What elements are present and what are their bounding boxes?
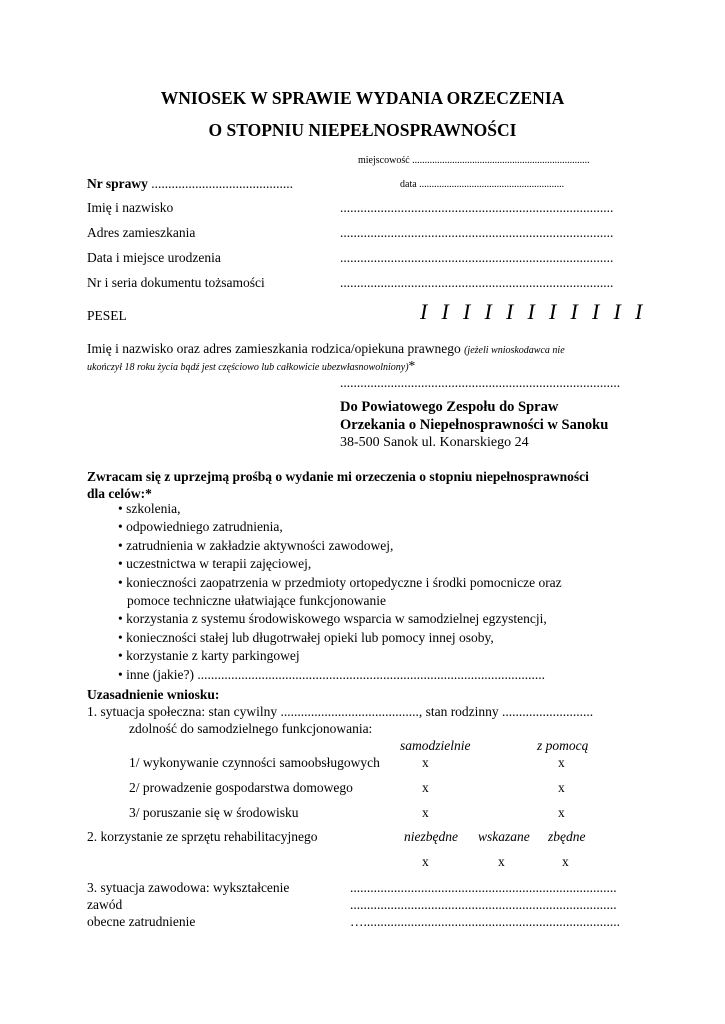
birth-label: Data i miejsce urodzenia <box>87 250 221 265</box>
ability-label: zdolność do samodzielnego funkcjonowania: <box>129 721 373 736</box>
birth-dots[interactable]: ................................................................................. <box>340 250 614 265</box>
purpose-item[interactable]: • konieczności stałej lub długotrwałej opieki lub pomocy innej osoby, <box>118 629 494 645</box>
equip-col-necessary: niezbędne <box>404 829 458 844</box>
pesel-box[interactable]: I <box>527 299 535 324</box>
col-help: z pomocą <box>537 738 589 753</box>
recipient-line1: Do Powiatowego Zespołu do Spraw <box>340 399 559 415</box>
ability-mark[interactable]: x <box>558 755 565 770</box>
case-number-field[interactable] <box>87 176 293 192</box>
pesel-box[interactable]: I <box>484 299 492 324</box>
purpose-continuation: pomoce techniczne ułatwiające funkcjonowanie <box>127 593 387 609</box>
equip-col-unneeded: zbędne <box>548 829 586 844</box>
recipient-line3: 38-500 Sanok ul. Konarskiego 24 <box>340 435 529 450</box>
profession-label: zawód <box>87 897 123 912</box>
profession-dots[interactable]: ............................................................................... <box>350 897 617 912</box>
request-line2: dla celów:* <box>87 486 152 501</box>
equip-col-recommended: wskazane <box>478 829 530 844</box>
guardian-star: * <box>408 358 416 373</box>
col-alone: samodzielnie <box>400 738 471 753</box>
guardian-note-1: (jeżeli wnioskodawca nie <box>464 345 565 356</box>
equip-mark[interactable]: x <box>422 854 429 869</box>
place-field[interactable]: miejscowość ....................................................................... <box>358 155 590 166</box>
name-label: Imię i nazwisko <box>87 200 174 215</box>
form-title-line1: WNIOSEK W SPRAWIE WYDANIA ORZECZENIA <box>160 88 565 108</box>
ability-mark[interactable]: x <box>558 805 565 820</box>
request-line1: Zwracam się z uprzejmą prośbą o wydanie mi orzeczenia o stopniu niepełnosprawności <box>87 469 589 484</box>
purpose-text: • konieczności zaopatrzenia w przedmioty ortopedyczne i środki pomocnicze oraz <box>118 574 562 590</box>
equip-mark[interactable]: x <box>498 854 505 869</box>
pesel-box[interactable]: I <box>506 299 514 324</box>
social-situation-line[interactable]: 1. sytuacja społeczna: stan cywilny ........................................., stan rodzinny ........................... <box>87 704 594 719</box>
education-dots[interactable]: ............................................................................... <box>350 880 617 895</box>
purpose-item[interactable]: • korzystania z systemu środowiskowego wsparcia w samodzielnej egzystencji, <box>118 611 547 627</box>
address-label: Adres zamieszkania <box>87 225 196 240</box>
ability-row-label: 1/ wykonywanie czynności samoobsługowych <box>129 755 380 770</box>
pesel-box[interactable]: I <box>549 299 557 324</box>
equip-mark[interactable]: x <box>562 854 569 869</box>
pesel-box[interactable]: I <box>592 299 600 324</box>
guardian-note-2: ukończył 18 roku życia bądź jest częściowo lub całkowicie ubezwłasnowolniony) <box>87 362 409 373</box>
case-number-label: Nr sprawy <box>87 176 148 191</box>
document-dots[interactable]: ................................................................................. <box>340 275 614 290</box>
pesel-box[interactable]: I <box>570 299 578 324</box>
education-label: 3. sytuacja zawodowa: wykształcenie <box>87 880 290 895</box>
justification-title: Uzasadnienie wniosku: <box>87 687 220 702</box>
ability-row-label: 3/ poruszanie się w środowisku <box>129 805 299 820</box>
purpose-item[interactable]: • korzystanie z karty parkingowej <box>118 648 300 664</box>
purpose-item[interactable]: • szkolenia, <box>118 501 181 516</box>
purpose-item[interactable]: • odpowiedniego zatrudnienia, <box>118 519 283 535</box>
purpose-item[interactable]: • uczestnictwa w terapii zajęciowej, <box>118 556 312 572</box>
name-dots[interactable]: ................................................................................. <box>340 200 614 215</box>
purpose-list <box>118 500 562 684</box>
employment-label: obecne zatrudnienie <box>87 914 196 929</box>
ability-mark[interactable]: x <box>422 805 429 820</box>
recipient-line2: Orzekania o Niepełnosprawności w Sanoku <box>340 417 609 433</box>
purpose-item[interactable] <box>118 574 562 611</box>
purpose-item[interactable]: • zatrudnienia w zakładzie aktywności zawodowej, <box>118 537 394 553</box>
guardian-dots[interactable]: ................................................................................... <box>340 375 621 390</box>
ability-mark[interactable]: x <box>558 780 565 795</box>
pesel-box[interactable]: I <box>635 299 643 324</box>
guardian-label-text: Imię i nazwisko oraz adres zamieszkania rodzica/opiekuna prawnego <box>87 341 465 356</box>
employment-dots[interactable]: …............................................................................ <box>350 914 620 929</box>
pesel-box[interactable]: I <box>613 299 621 324</box>
address-dots[interactable]: ................................................................................. <box>340 225 614 240</box>
pesel-box[interactable]: I <box>463 299 471 324</box>
date-field[interactable]: data .......................................................... <box>400 179 565 190</box>
pesel-label: PESEL <box>87 308 127 323</box>
purpose-item[interactable]: • inne (jakie?) ....................................................................................................... <box>118 666 545 682</box>
equipment-label: 2. korzystanie ze sprzętu rehabilitacyjnego <box>87 829 318 844</box>
pesel-box[interactable]: I <box>441 299 449 324</box>
document-label: Nr i seria dokumentu tożsamości <box>87 275 265 290</box>
pesel-box[interactable]: I <box>420 299 428 324</box>
ability-mark[interactable]: x <box>422 780 429 795</box>
ability-mark[interactable]: x <box>422 755 429 770</box>
guardian-label <box>87 341 565 357</box>
ability-row-label: 2/ prowadzenie gospodarstwa domowego <box>129 780 353 795</box>
guardian-note-line2 <box>87 358 415 374</box>
form-title-line2: O STOPNIU NIEPEŁNOSPRAWNOŚCI <box>208 120 517 140</box>
case-number-dots: .......................................... <box>147 176 294 191</box>
pesel-boxes[interactable] <box>420 299 657 325</box>
